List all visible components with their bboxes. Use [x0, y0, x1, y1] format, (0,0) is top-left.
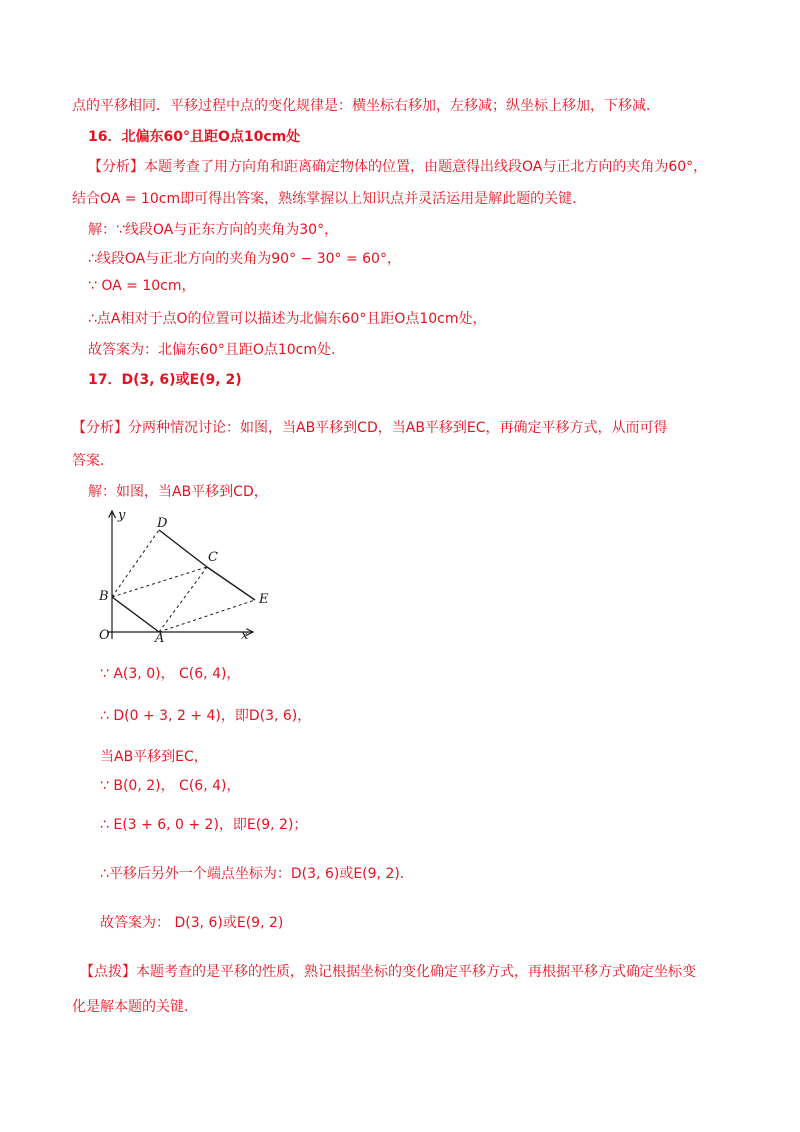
tip-17: 【点拨】本题考查的是平移的性质，熟记根据坐标的变化确定平移方式，再根据平移方式确定坐标变: [80, 964, 696, 980]
solution-line: ∵ A(3, 0)， C(6, 4)，: [100, 666, 241, 682]
solution-line: ∴点A相对于点O的位置可以描述为北偏东60°且距O点10cm处，: [88, 311, 487, 327]
solution-line: 解：如图，当AB平移到CD，: [88, 484, 268, 500]
label-d: D: [157, 516, 168, 531]
segment-ab: [112, 597, 159, 632]
coordinate-figure: [95, 505, 275, 645]
segment-cd: [159, 530, 207, 567]
label-y: y: [118, 508, 126, 523]
solution-line: ∴线段OA与正北方向的夹角为90° − 30° = 60°，: [88, 251, 401, 267]
answer-17-heading: 17．D(3, 6)或E(9, 2): [88, 372, 242, 388]
analysis-17: 【分析】分两种情况讨论：如图，当AB平移到CD，当AB平移到EC，再确定平移方式，从而可得: [72, 420, 668, 436]
label-b: B: [99, 589, 109, 604]
label-o: O: [99, 628, 110, 643]
solution-line: 当AB平移到EC，: [100, 749, 208, 765]
answer-16-heading: 16．北偏东60°且距O点10cm处: [88, 129, 301, 145]
solution-line: ∴ D(0 + 3, 2 + 4)，即D(3, 6)，: [100, 708, 312, 724]
answer-line: 故答案为：北偏东60°且距O点10cm处.: [88, 342, 336, 358]
text-line: 化是解本题的关键.: [72, 999, 189, 1015]
label-a: A: [155, 631, 165, 645]
solution-line: ∴平移后另外一个端点坐标为：D(3, 6)或E(9, 2).: [100, 866, 405, 882]
text-line: 点的平移相同．平移过程中点的变化规律是：横坐标右移加，左移减；纵坐标上移加，下移减．: [72, 98, 660, 114]
label-x: x: [241, 628, 249, 643]
segment-ce: [207, 567, 255, 600]
dashed-bc: [112, 567, 207, 597]
dashed-ac: [159, 567, 207, 632]
label-e: E: [259, 592, 269, 607]
text-line: 答案.: [72, 453, 105, 469]
solution-line: 解：∵线段OA与正东方向的夹角为30°，: [88, 222, 339, 238]
analysis-16: 【分析】本题考查了用方向角和距离确定物体的位置，由题意得出线段OA与正北方向的夹角为60°，: [88, 159, 708, 175]
answer-line: 故答案为： D(3, 6)或E(9, 2): [100, 915, 284, 931]
solution-line: ∵ OA = 10cm，: [88, 278, 196, 294]
solution-line: ∵ B(0, 2)， C(6, 4)，: [100, 778, 241, 794]
dashed-bd: [112, 530, 159, 597]
solution-line: ∴ E(3 + 6, 0 + 2)，即E(9, 2)；: [100, 817, 308, 833]
label-c: C: [208, 550, 218, 565]
text-line: 结合OA = 10cm即可得出答案，熟练掌握以上知识点并灵活运用是解此题的关键.: [72, 191, 577, 207]
